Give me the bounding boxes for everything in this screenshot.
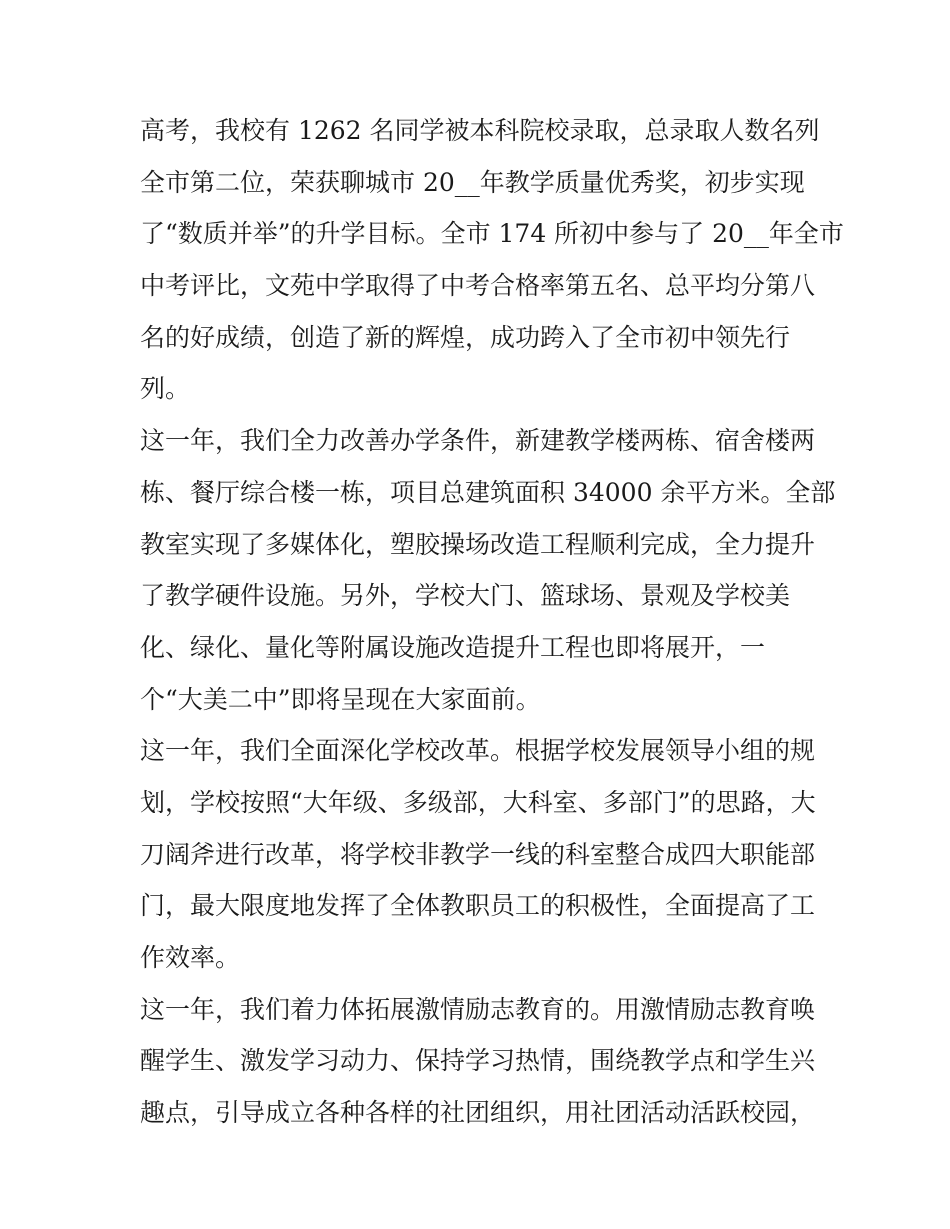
text-line: 这一年，我们着力体拓展激情励志教育的。用激情励志教育唤: [140, 994, 816, 1024]
text-line: 高考，我校有 1262 名同学被本科院校录取，总录取人数名列: [140, 116, 820, 145]
body-text: [140, 105, 844, 1139]
text-line: 个“大美二中”即将呈现在大家面前。: [140, 684, 541, 714]
text-line: 趣点，引导成立各种各样的社团组织，用社团活动活跃校园，: [140, 1098, 816, 1128]
text-line: 列。: [140, 374, 191, 404]
text-line: 全市第二位，荣获聊城市 20__年教学质量优秀奖，初步实现: [140, 167, 805, 197]
text-line: 这一年，我们全面深化学校改革。根据学校发展领导小组的规: [140, 736, 816, 766]
text-line: 名的好成绩，创造了新的辉煌，成功跨入了全市初中领先行: [140, 322, 791, 352]
text-line: 了教学硬件设施。另外，学校大门、篮球场、景观及学校美: [140, 581, 791, 611]
text-line: 中考评比，文苑中学取得了中考合格率第五名、总平均分第八: [140, 271, 816, 301]
text-line: 作效率。: [140, 943, 241, 972]
text-line: 了“数质并举”的升学目标。全市 174 所初中参与了 20__年全市: [140, 219, 844, 249]
text-line: 教室实现了多媒体化，塑胶操场改造工程顺利完成，全力提升: [140, 529, 816, 559]
text-line: 醒学生、激发学习动力、保持学习热情，围绕教学点和学生兴: [140, 1046, 816, 1076]
text-line: 这一年，我们全力改善办学条件，新建教学楼两栋、宿舍楼两: [140, 426, 816, 456]
text-line: 门，最大限度地发挥了全体教职员工的积极性，全面提高了工: [140, 891, 816, 921]
text-line: 化、绿化、量化等附属设施改造提升工程也即将展开，一: [140, 632, 766, 662]
text-line: 栋、餐厅综合楼一栋，项目总建筑面积 34000 余平方米。全部: [140, 477, 836, 507]
text-line: 划，学校按照“大年级、多级部，大科室、多部门”的思路，大: [140, 787, 816, 817]
text-line: 刀阔斧进行改革，将学校非教学一线的科室整合成四大职能部: [140, 839, 816, 869]
